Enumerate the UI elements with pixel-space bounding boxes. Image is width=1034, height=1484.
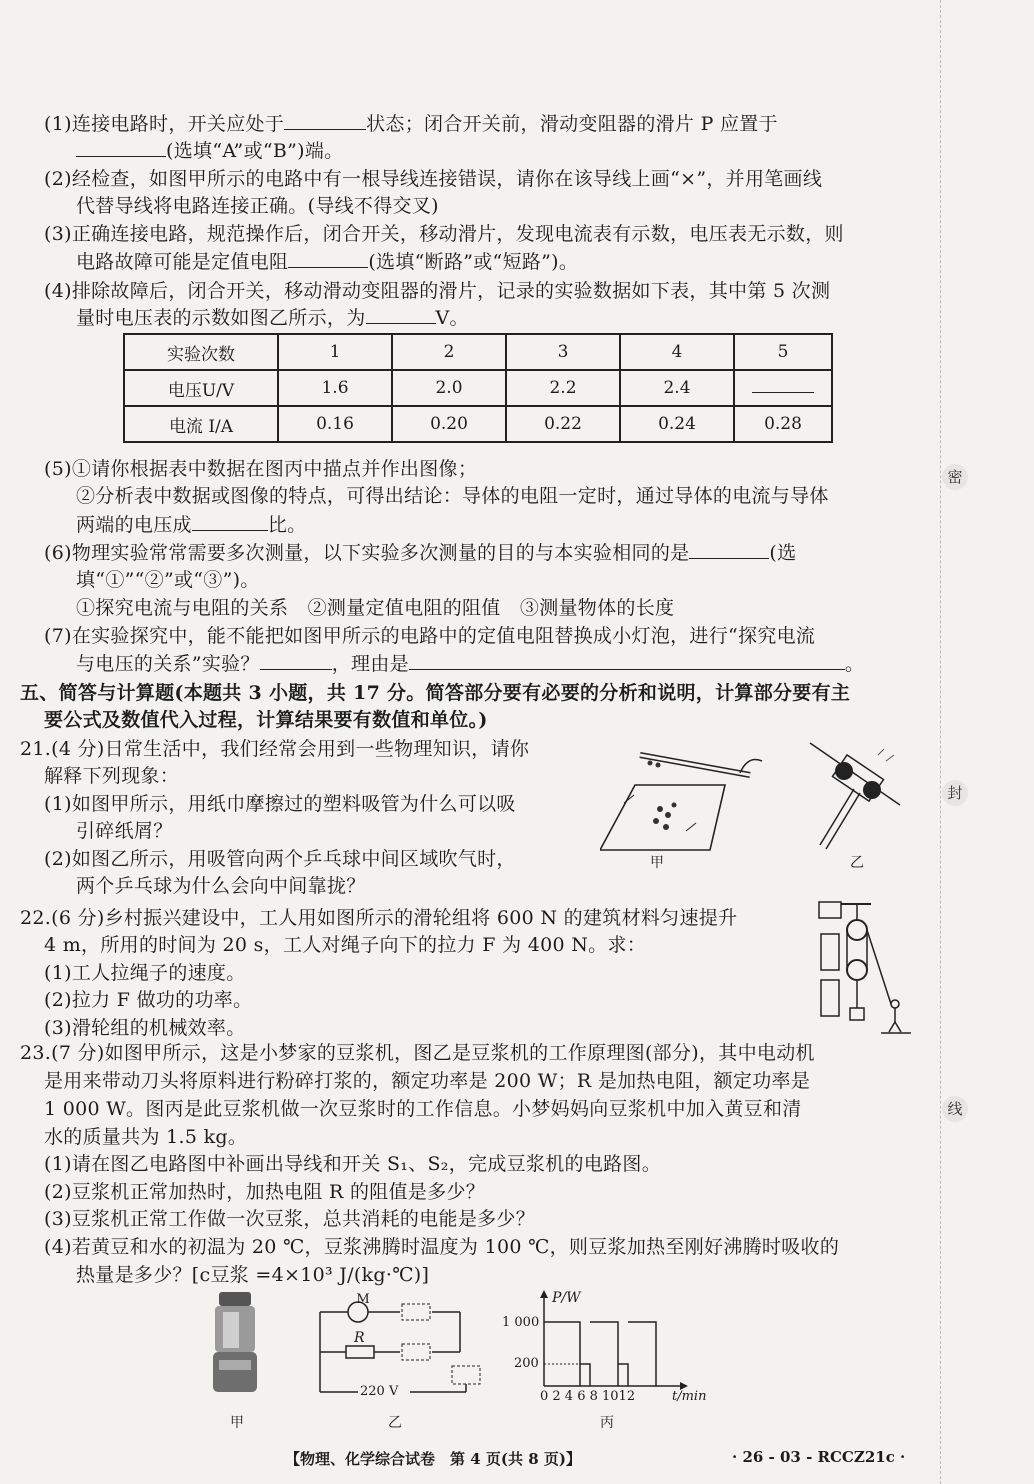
answer-blank[interactable] — [284, 111, 366, 130]
q4-part1-line2 — [76, 138, 343, 164]
q4-part3-text-c: (选填“断路”或“短路”)。 — [368, 251, 579, 273]
answer-blank[interactable] — [260, 651, 332, 670]
table-cell: 实验次数 — [124, 334, 278, 370]
q21-line4: 引碎纸屑？ — [76, 820, 173, 842]
q23-line2: 是用来带动刀头将原料进行粉碎打浆的，额定功率是 200 W；R 是加热电阻，额定功率是 — [44, 1070, 811, 1092]
margin-mark-xian: 线 — [942, 1096, 968, 1122]
q21-line2: 解释下列现象： — [44, 765, 180, 787]
margin-mark-feng: 封 — [942, 780, 968, 806]
q4-part5-text-d: 比。 — [267, 514, 307, 536]
q4-part7-text-b: 与电压的关系”实验？ — [76, 653, 260, 675]
q23-line1: 23.(7 分)如图甲所示，这是小梦家的豆浆机，图乙是豆浆机的工作原理图(部分)，其中电动机 — [20, 1042, 815, 1064]
q4-part6-options: ①探究电流与电阻的关系 ②测量定值电阻的阻值 ③测量物体的长度 — [76, 597, 675, 619]
q4-part7-line1: (7)在实验探究中，能不能把如图甲所示的电路中的定值电阻替换成小灯泡，进行“探究电流 — [44, 625, 816, 647]
footer-page-info: 【物理、化学综合试卷 第 4 页(共 8 页)】 — [285, 1450, 581, 1468]
q23-line7: (3)豆浆机正常工作做一次豆浆，总共消耗的电能是多少？ — [44, 1208, 536, 1230]
q23-line6: (2)豆浆机正常加热时，加热电阻 R 的阻值是多少？ — [44, 1181, 486, 1203]
answer-blank[interactable] — [192, 512, 268, 531]
q23-line8: (4)若黄豆和水的初温为 20 ℃，豆浆沸腾时温度为 100 ℃，则豆浆加热至刚好沸腾时吸收的 — [44, 1236, 840, 1258]
q23-line5: (1)请在图乙电路图中补画出导线和开关 S₁、S₂，完成豆浆机的电路图。 — [44, 1153, 662, 1175]
table-row-header — [124, 334, 832, 370]
q21-line6: 两个乒乓球为什么会向中间靠拢？ — [76, 875, 366, 897]
q4-part6-line1 — [44, 540, 796, 566]
q4-part5-text-c: 两端的电压成 — [76, 514, 192, 536]
section5-heading-line1: 五、简答与计算题(本题共 3 小题，共 17 分。简答部分要有必要的分析和说明，计算部分要有主 — [20, 682, 851, 704]
table-cell: 5 — [734, 334, 832, 370]
q4-part4-text-b: 量时电压表的示数如图乙所示，为 — [76, 307, 366, 329]
table-cell: 电流 I/A — [124, 406, 278, 442]
power-time-graph — [540, 1290, 690, 1400]
table-row-current — [124, 406, 832, 442]
table-cell: 2.0 — [392, 370, 506, 406]
answer-blank[interactable] — [288, 249, 368, 268]
q23-line3: 1 000 W。图丙是此豆浆机做一次豆浆时的工作信息。小梦妈妈向豆浆机中加入黄豆和清 — [44, 1098, 802, 1120]
q4-part5-line2: ②分析表中数据或图像的特点，可得出结论：导体的电阻一定时，通过导体的电流与导体 — [76, 485, 829, 507]
q4-part7-text-c: ，理由是 — [331, 653, 409, 675]
table-cell: 1 — [278, 334, 392, 370]
q4-part3-text-b: 电路故障可能是定值电阻 — [76, 251, 289, 273]
table-cell-blank[interactable] — [734, 370, 832, 406]
q21-caption-jia: 甲 — [650, 855, 664, 871]
q4-part4-text-c: V。 — [435, 307, 469, 329]
motor-label: M — [356, 1292, 370, 1307]
margin-mark-mi: 密 — [942, 464, 968, 490]
table-cell: 2.4 — [620, 370, 734, 406]
q23-caption-jia: 甲 — [230, 1415, 244, 1431]
q4-part4-line1: (4)排除故障后，闭合开关，移动滑动变阻器的滑片，记录的实验数据如下表，其中第 5 次测 — [44, 280, 831, 302]
answer-blank[interactable] — [689, 540, 769, 559]
q4-part3-line2 — [76, 249, 578, 275]
table-cell: 1.6 — [278, 370, 392, 406]
experiment-data-table — [123, 333, 833, 443]
q21-caption-yi: 乙 — [850, 855, 864, 871]
section5-heading-line2: 要公式及数值代入过程，计算结果要有数值和单位。) — [44, 709, 488, 731]
q23-line4: 水的质量共为 1.5 kg。 — [44, 1126, 248, 1148]
table-cell: 0.20 — [392, 406, 506, 442]
table-cell: 3 — [506, 334, 620, 370]
answer-blank[interactable] — [76, 138, 166, 157]
soymilk-machine-figure — [205, 1288, 265, 1398]
q4-part6-text-a: (6)物理实验常常需要多次测量，以下实验多次测量的目的与本实验相同的是 — [44, 542, 690, 564]
q4-part5-line1: (5)①请你根据表中数据在图丙中描点并作出图像； — [44, 458, 478, 480]
q23-line9: 热量是多少？[c豆浆 =4×10³ J/(kg·℃)] — [76, 1264, 430, 1286]
answer-blank[interactable] — [366, 305, 436, 324]
q22-line1: 22.(6 分)乡村振兴建设中，工人用如图所示的滑轮组将 600 N 的建筑材料匀速提升 — [20, 907, 738, 929]
q4-part1-text-a: (1)连接电路时，开关应处于 — [44, 113, 285, 135]
q22-line4: (2)拉力 F 做功的功率。 — [44, 989, 253, 1011]
q4-part1-text-b: 状态；闭合开关前，滑动变阻器的滑片 P 应置于 — [366, 113, 778, 135]
answer-blank[interactable] — [752, 378, 814, 393]
q22-line5: (3)滑轮组的机械效率。 — [44, 1017, 246, 1039]
q4-part1-text-c: (选填“A”或“B”)端。 — [166, 140, 344, 162]
graph-y-tick-200: 200 — [514, 1356, 539, 1371]
q23-caption-bing: 丙 — [600, 1415, 614, 1431]
graph-x-label: t/min — [672, 1389, 707, 1404]
q4-part5-line3 — [76, 512, 306, 538]
heating-resistor — [346, 1346, 374, 1358]
q22-pulley-figure — [815, 900, 915, 1035]
q4-part7-line2 — [76, 651, 864, 677]
supply-voltage-label: 220 V — [360, 1384, 399, 1399]
q23-caption-yi: 乙 — [388, 1415, 402, 1431]
table-cell: 0.28 — [734, 406, 832, 442]
q21-figure-jia — [600, 735, 770, 855]
q23-circuit-figure — [310, 1292, 490, 1412]
q4-part3-line1: (3)正确连接电路，规范操作后，闭合开关，移动滑片，发现电流表有示数，电压表无示数，则 — [44, 223, 844, 245]
q4-part4-line2 — [76, 305, 469, 331]
q4-part7-text-d: 。 — [844, 653, 865, 675]
q4-part1-line1 — [44, 111, 778, 137]
q21-line3: (1)如图甲所示，用纸巾摩擦过的塑料吸管为什么可以吸 — [44, 793, 516, 815]
q21-line5: (2)如图乙所示，用吸管向两个乒乓球中间区域吹气时， — [44, 848, 516, 870]
table-cell: 0.24 — [620, 406, 734, 442]
graph-y-label: P/W — [552, 1290, 581, 1306]
table-row-voltage — [124, 370, 832, 406]
table-cell: 2 — [392, 334, 506, 370]
q22-line3: (1)工人拉绳子的速度。 — [44, 962, 246, 984]
footer-code: · 26 - 03 - RCCZ21c · — [732, 1448, 906, 1466]
q4-part2-line2: 代替导线将电路连接正确。(导线不得交叉) — [76, 195, 439, 217]
binding-margin-line — [940, 0, 941, 1484]
q4-part2-line1: (2)经检查，如图甲所示的电路中有一根导线连接错误，请你在该导线上画“×”，并用笔画线 — [44, 168, 823, 190]
q4-part6-text-b: (选 — [769, 542, 797, 564]
resistor-label: R — [354, 1330, 365, 1346]
q21-figure-yi — [800, 735, 910, 855]
table-cell: 2.2 — [506, 370, 620, 406]
q22-line2: 4 m，所用的时间为 20 s，工人对绳子向下的拉力 F 为 400 N。求： — [44, 934, 647, 956]
q21-line1: 21.(4 分)日常生活中，我们经常会用到一些物理知识，请你 — [20, 738, 530, 760]
graph-x-ticks: 0 2 4 6 8 1012 — [540, 1389, 636, 1404]
answer-blank[interactable] — [409, 651, 845, 670]
table-cell: 电压U/V — [124, 370, 278, 406]
table-cell: 0.22 — [506, 406, 620, 442]
graph-y-tick-1000: 1 000 — [502, 1315, 540, 1330]
q4-part6-line2: 填“①”“②”或“③”)。 — [76, 569, 260, 591]
table-cell: 0.16 — [278, 406, 392, 442]
table-cell: 4 — [620, 334, 734, 370]
